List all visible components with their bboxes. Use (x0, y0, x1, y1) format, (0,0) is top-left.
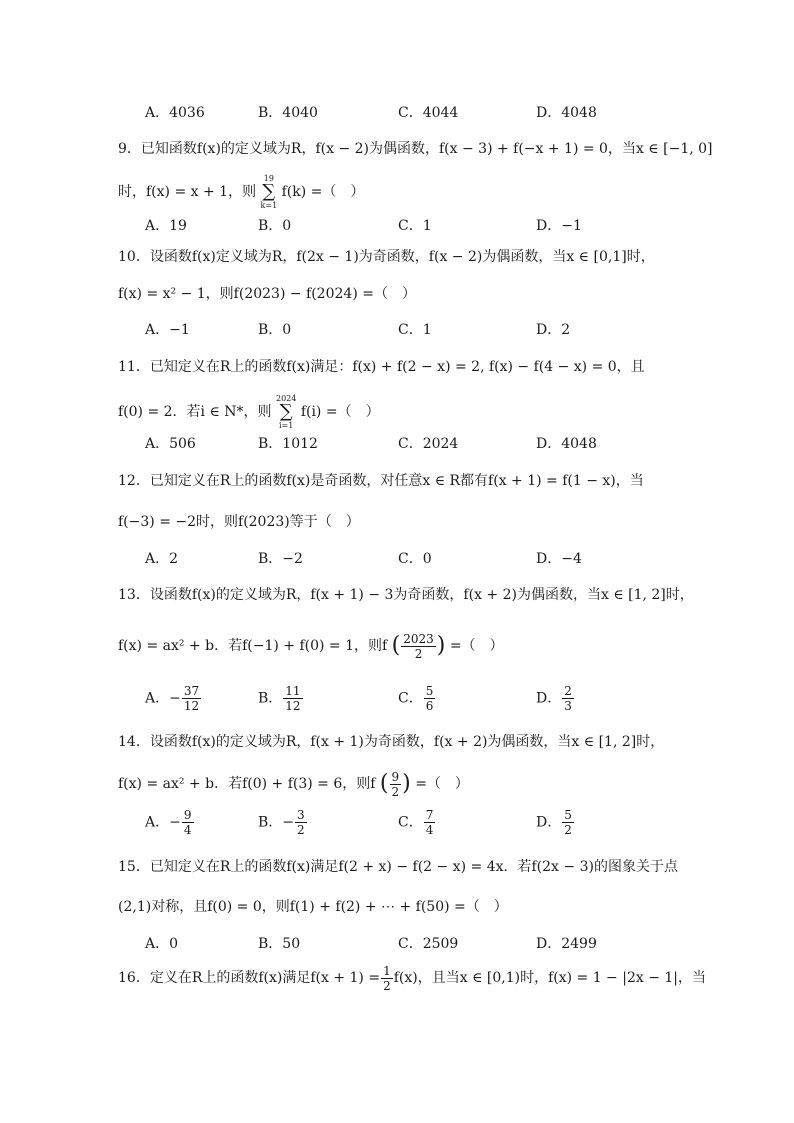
q16-fraction (381, 964, 393, 993)
option-c[interactable]: C．0 (398, 551, 432, 567)
option-a[interactable]: A．−1 (145, 322, 190, 338)
option-b[interactable]: B．0 (258, 322, 292, 338)
frac-num: 11 (285, 684, 301, 698)
frac-num: 37 (183, 684, 200, 698)
option-fraction (295, 808, 307, 837)
option-c[interactable]: C．1 (398, 322, 432, 338)
option-d[interactable]: D．4048 (536, 105, 597, 121)
q13-text-a: f(x) = ax² + b．若f(−1) + f(0) = 1，则f (118, 638, 388, 654)
option-fraction (424, 808, 436, 837)
option-d[interactable]: D．2499 (536, 936, 597, 952)
option-d[interactable]: D．−1 (536, 218, 582, 234)
frac-num: 2023 (403, 631, 434, 646)
option-sign: − (282, 814, 295, 831)
q11-text-a: f(0) = 2．若i ∈ N*，则 (118, 404, 272, 420)
q13-stem-line2 (118, 628, 678, 664)
option-fraction (562, 808, 574, 837)
option-sign: − (169, 690, 181, 707)
option-b[interactable]: B．1012 (258, 436, 318, 452)
frac-num: 7 (425, 808, 434, 822)
frac-den: 2 (391, 784, 400, 799)
left-paren: ( (379, 771, 389, 796)
q13-stem-line1: 13．设函数f(x)的定义域为R，f(x + 1) − 3为奇函数，f(x + 2)为偶函数，当x ∈ [1, 2]时， (118, 587, 694, 603)
q15-stem-line1: 15．已知定义在R上的函数f(x)满足f(2 + x) − f(2 − x) = 4x．若f(2x − 3)的图象关于点 (118, 859, 678, 875)
q13-text-b: =（ ） (449, 638, 504, 654)
frac-den: 2 (414, 646, 423, 661)
frac-num: 9 (391, 769, 400, 784)
q14-text-a: f(x) = ax² + b．若f(0) + f(3) = 6，则f (118, 776, 376, 792)
q9-stem-line1: 9．已知函数f(x)的定义域为R，f(x − 2)为偶函数，f(x − 3) + f(−x + 1) = 0，当x ∈ [−1, 0] (118, 141, 713, 157)
frac-num: 9 (183, 808, 192, 822)
frac-den: 2 (383, 978, 391, 993)
option-c[interactable]: C．2024 (398, 436, 459, 452)
option-b[interactable]: B．4040 (258, 105, 318, 121)
option-a[interactable]: A．19 (145, 218, 187, 234)
option-a[interactable] (145, 684, 202, 713)
q11-stem-line1: 11．已知定义在R上的函数f(x)满足：f(x) + f(2 − x) = 2, f(x) − f(4 − x) = 0，且 (118, 359, 645, 375)
frac-den: 12 (183, 699, 200, 713)
option-d[interactable] (536, 808, 575, 837)
q11-summation (276, 394, 296, 430)
q13-fraction (401, 632, 436, 661)
q11-text-b: f(i) =（ ） (300, 404, 380, 420)
frac-den: 6 (425, 699, 434, 713)
option-fraction (182, 808, 194, 837)
sum-lower: k=1 (260, 201, 278, 210)
option-d[interactable]: D．2 (536, 322, 571, 338)
q14-stem-line1: 14．设函数f(x)的定义域为R，f(x + 1)为奇函数，f(x + 2)为偶函数，当x ∈ [1, 2]时， (118, 734, 665, 750)
q14-text-b: =（ ） (415, 776, 469, 792)
option-c[interactable]: C．2509 (398, 936, 459, 952)
option-a[interactable]: A．506 (145, 436, 196, 452)
frac-den: 3 (564, 699, 572, 713)
option-c[interactable]: C．4044 (398, 105, 459, 121)
option-d[interactable]: D．−4 (536, 551, 582, 567)
frac-num: 2 (564, 684, 572, 698)
q9-stem-line2 (118, 174, 678, 210)
sigma-icon: ∑ (279, 401, 293, 422)
left-paren: ( (391, 633, 401, 658)
sum-upper: 19 (263, 174, 274, 183)
frac-den: 2 (564, 823, 572, 837)
q16-stem-line1 (118, 962, 707, 994)
option-label: D． (536, 690, 562, 707)
option-c[interactable]: C．1 (398, 218, 432, 234)
sum-lower: i=1 (279, 421, 294, 430)
option-fraction (283, 684, 302, 713)
option-c[interactable] (398, 808, 436, 837)
q16-text-b: f(x)，且当x ∈ [0,1)时，f(x) = 1 − |2x − 1|，当 (393, 970, 707, 986)
q12-stem-line1: 12．已知定义在R上的函数f(x)是奇函数，对任意x ∈ R都有f(x + 1) = f(1 − x)，当 (118, 473, 644, 489)
option-b[interactable]: B．−2 (258, 551, 303, 567)
q14-fraction (390, 770, 402, 799)
option-a[interactable] (145, 808, 195, 837)
option-label: D． (536, 814, 562, 831)
option-label: C． (398, 690, 423, 707)
option-label: C． (398, 814, 423, 831)
frac-num: 5 (425, 684, 434, 698)
option-sign: − (169, 814, 181, 831)
frac-den: 4 (183, 823, 192, 837)
option-a[interactable]: A．2 (145, 551, 179, 567)
q10-stem-line2: f(x) = x² − 1，则f(2023) − f(2024) =（ ） (118, 286, 416, 302)
frac-den: 2 (297, 823, 305, 837)
option-label: A． (145, 690, 170, 707)
q10-stem-line1: 10．设函数f(x)定义域为R，f(2x − 1)为奇函数，f(x − 2)为偶函数，当x ∈ [0,1]时， (118, 249, 655, 265)
q9-text-b: f(k) =（ ） (281, 184, 365, 200)
q9-summation (261, 174, 278, 210)
sigma-icon: ∑ (262, 181, 276, 202)
option-a[interactable]: A．4036 (145, 105, 205, 121)
option-label: B． (258, 690, 283, 707)
option-fraction (562, 684, 574, 713)
option-d[interactable]: D．4048 (536, 436, 597, 452)
option-b[interactable]: B．50 (258, 936, 301, 952)
option-fraction (182, 684, 201, 713)
option-c[interactable] (398, 684, 436, 713)
q12-stem-line2: f(−3) = −2时，则f(2023)等于（ ） (118, 514, 360, 530)
right-paren: ) (402, 771, 411, 796)
option-fraction (424, 684, 436, 713)
frac-num: 3 (297, 808, 305, 822)
option-label: A． (145, 814, 170, 831)
right-paren: ) (436, 633, 446, 658)
option-label: B． (258, 814, 283, 831)
frac-den: 4 (425, 823, 434, 837)
frac-num: 5 (564, 808, 572, 822)
option-b[interactable] (258, 684, 304, 713)
sum-upper: 2024 (276, 394, 297, 403)
q16-text-a: 16．定义在R上的函数f(x)满足f(x + 1) = (118, 970, 381, 986)
frac-num: 1 (383, 963, 391, 978)
option-a[interactable]: A．0 (145, 936, 179, 952)
q9-text-a: 时，f(x) = x + 1，则 (118, 184, 257, 200)
option-b[interactable] (258, 808, 308, 837)
frac-den: 12 (285, 699, 301, 713)
q11-stem-line2 (118, 394, 678, 430)
option-b[interactable]: B．0 (258, 218, 292, 234)
q15-stem-line2: (2,1)对称，且f(0) = 0，则f(1) + f(2) + ⋯ + f(50) =（ ） (118, 899, 508, 915)
option-d[interactable] (536, 684, 575, 713)
q14-stem-line2 (118, 766, 678, 802)
